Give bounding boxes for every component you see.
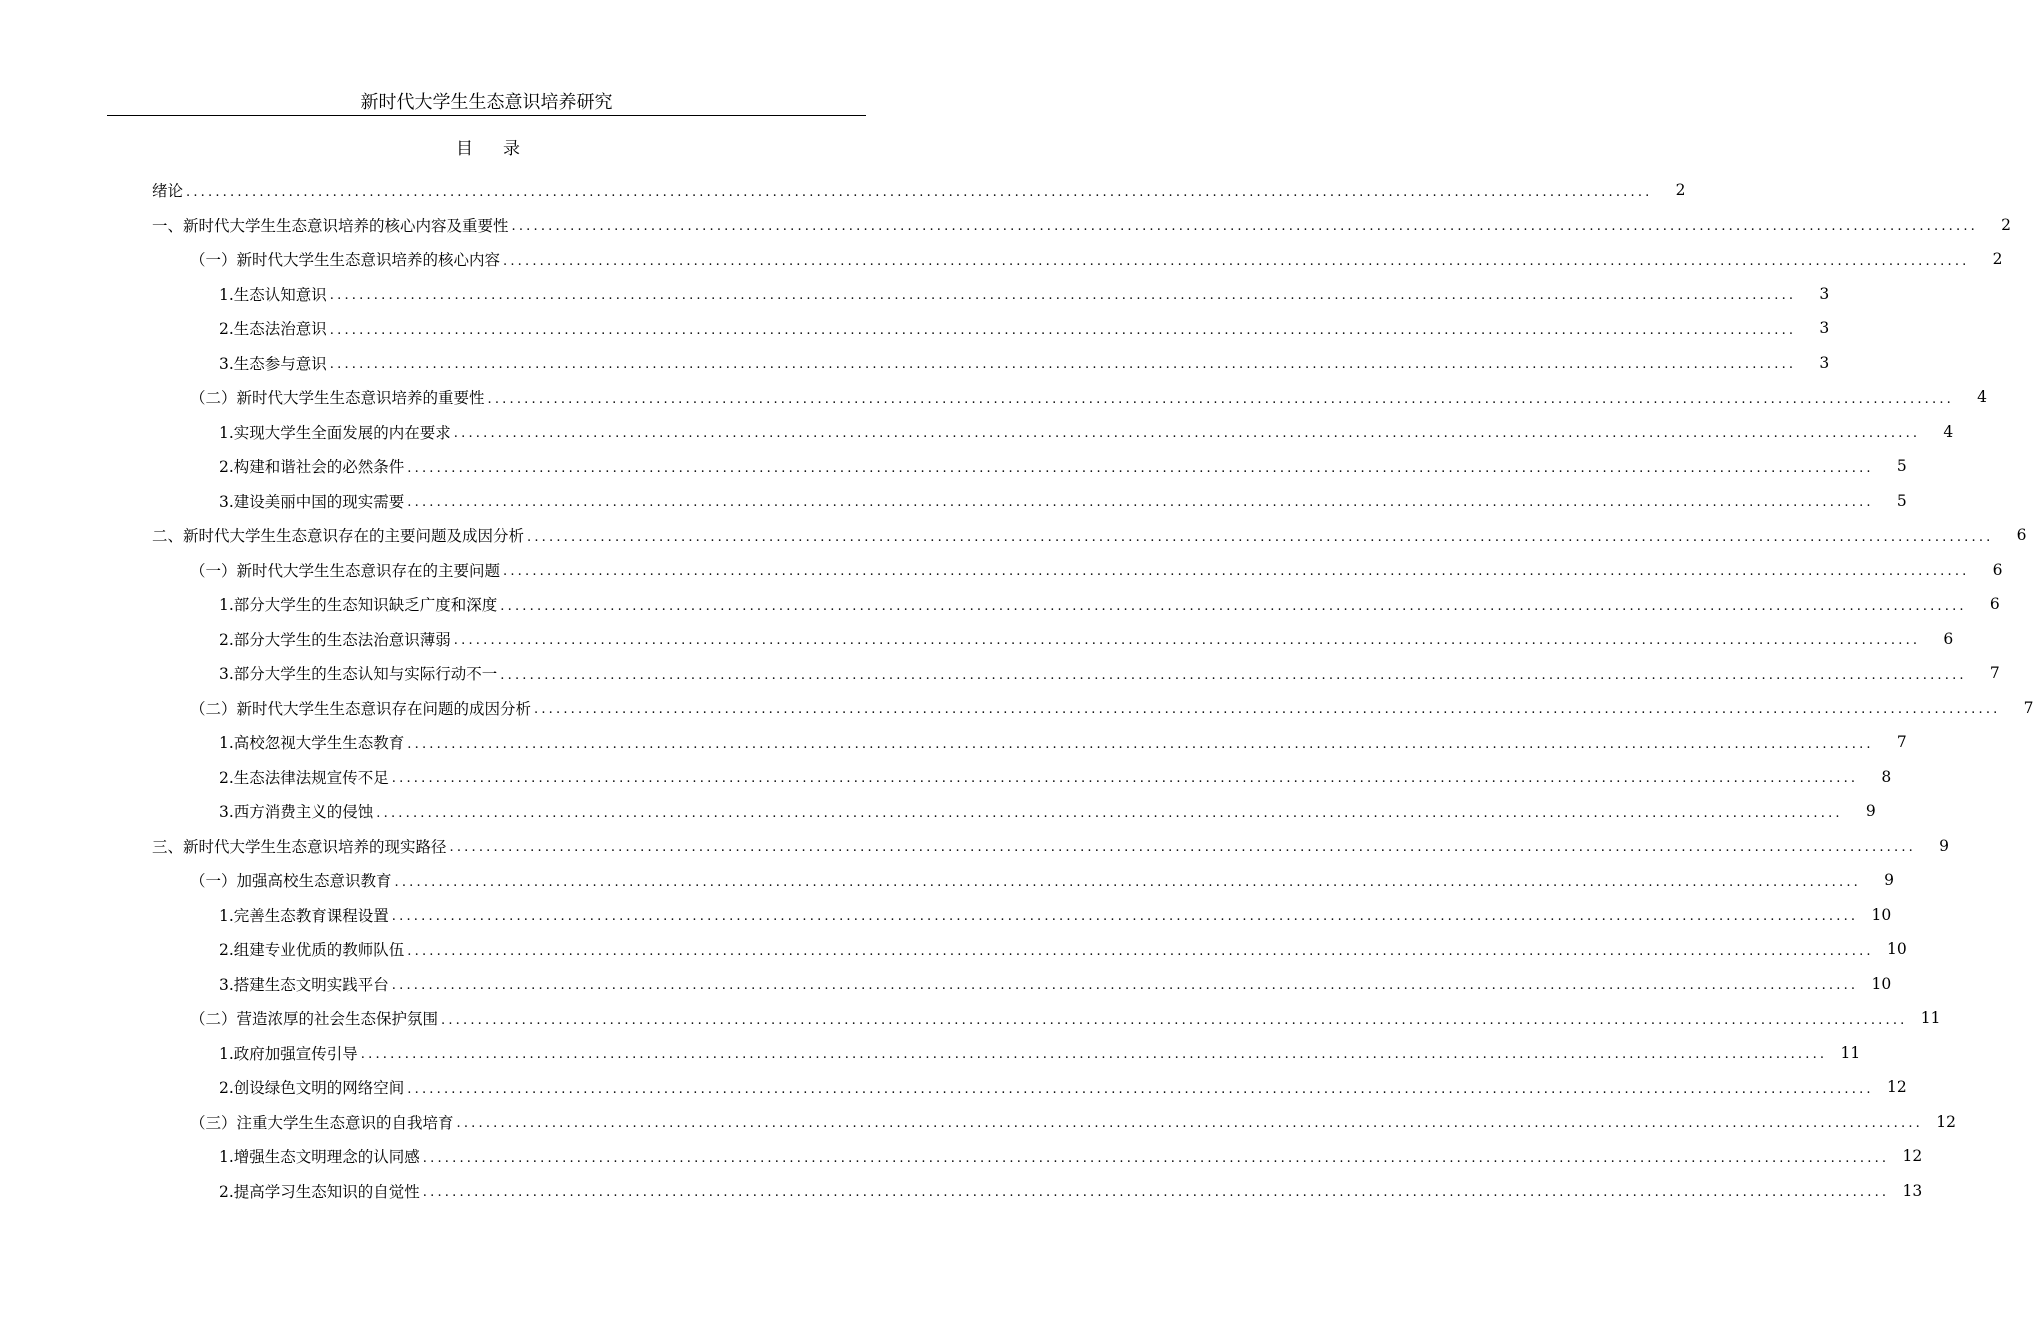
toc-entry[interactable] xyxy=(0,242,2003,277)
toc-entry-title: 1.实现大学生全面发展的内在要求 xyxy=(219,423,451,442)
toc-page-number: 3 xyxy=(1819,319,1830,338)
toc-page-number: 12 xyxy=(1887,1078,1907,1097)
toc-page-number: 7 xyxy=(2023,698,2033,717)
running-header-title: 新时代大学生生态意识培养研究 xyxy=(360,92,613,113)
dot-leader: ........................................................................................................................................................................................................ xyxy=(449,840,1916,856)
dot-leader: ........................................................................................................................................................................................................ xyxy=(503,253,1970,269)
toc-page-number: 5 xyxy=(1896,491,1907,510)
toc-page-number: 10 xyxy=(1887,940,1907,959)
toc-page-number: 8 xyxy=(1881,767,1892,786)
toc-entry-title: 二、新时代大学生生态意识存在的主要问题及成因分析 xyxy=(152,527,525,546)
toc-page-number: 10 xyxy=(1871,974,1892,993)
toc-entry-title: 一、新时代大学生生态意识培养的核心内容及重要性 xyxy=(152,216,509,235)
toc-entry-title: 2.生态法治意识 xyxy=(219,320,327,339)
toc-entry-title: 2.组建专业优质的教师队伍 xyxy=(219,941,405,960)
toc-page-number: 6 xyxy=(1989,595,2000,614)
toc-page-number: 4 xyxy=(1943,422,1954,441)
toc-entry-title: 三、新时代大学生生态意识培养的现实路径 xyxy=(152,837,447,856)
toc-page-number: 11 xyxy=(1840,1043,1861,1062)
toc-page-number: 3 xyxy=(1819,353,1830,372)
toc-entry-title: 1.政府加强宣传引导 xyxy=(219,1044,358,1063)
toc-page-number: 7 xyxy=(1896,733,1907,752)
toc-entry[interactable] xyxy=(0,691,2033,726)
toc-page-number: 13 xyxy=(1902,1181,1923,1200)
toc-entry[interactable] xyxy=(0,656,2000,691)
toc-entry[interactable] xyxy=(0,829,1949,864)
toc-entry-title: 3.西方消费主义的侵蚀 xyxy=(219,803,374,822)
toc-entry-title: （二）营造浓厚的社会生态保护氛围 xyxy=(190,1010,439,1029)
toc-entry[interactable] xyxy=(0,1070,1907,1105)
toc-entry[interactable] xyxy=(0,898,1892,933)
toc-entry[interactable] xyxy=(0,380,1987,415)
toc-entry-title: 1.生态认知意识 xyxy=(219,285,327,304)
toc-page-number: 6 xyxy=(1992,560,2003,579)
dot-leader: ........................................................................................................................................................................................................ xyxy=(407,943,1874,959)
toc-entry-title: （二）新时代大学生生态意识培养的重要性 xyxy=(190,389,485,408)
header-rule xyxy=(107,115,866,116)
toc-entry-title: 2.构建和谐社会的必然条件 xyxy=(219,458,405,477)
dot-leader: ........................................................................................................................................................................................................ xyxy=(407,495,1874,511)
dot-leader: ........................................................................................................................................................................................................ xyxy=(511,219,1978,235)
dot-leader: ........................................................................................................................................................................................................ xyxy=(500,667,1967,683)
toc-entry[interactable] xyxy=(0,173,1686,208)
toc-entry-title: 绪论 xyxy=(152,182,184,201)
toc-entry-title: 1.高校忽视大学生生态教育 xyxy=(219,734,405,753)
dot-leader: ........................................................................................................................................................................................................ xyxy=(441,1012,1908,1028)
toc-entry[interactable] xyxy=(0,346,1830,381)
toc-page-number: 2 xyxy=(2001,215,2011,234)
toc-entry-title: 3.生态参与意识 xyxy=(219,354,327,373)
toc-entry-title: 3.搭建生态文明实践平台 xyxy=(219,975,389,994)
table-of-contents xyxy=(0,173,2033,1208)
toc-entry[interactable] xyxy=(0,1105,1956,1140)
dot-leader: ........................................................................................................................................................................................................ xyxy=(527,529,1994,545)
toc-page-number: 12 xyxy=(1902,1147,1923,1166)
toc-entry-title: （一）加强高校生态意识教育 xyxy=(190,872,392,891)
toc-entry[interactable] xyxy=(0,518,2027,553)
toc-entry[interactable] xyxy=(0,967,1892,1002)
toc-entry-title: （一）新时代大学生生态意识培养的核心内容 xyxy=(190,251,501,270)
dot-leader: ........................................................................................................................................................................................................ xyxy=(360,1047,1828,1063)
toc-entry-title: 2.创设绿色文明的网络空间 xyxy=(219,1079,405,1098)
toc-page-number: 11 xyxy=(1920,1009,1941,1028)
toc-entry[interactable] xyxy=(0,1001,1941,1036)
toc-page-number: 2 xyxy=(1675,181,1686,200)
dot-leader: ........................................................................................................................................................................................................ xyxy=(329,357,1797,373)
toc-entry-title: 1.增强生态文明理念的认同感 xyxy=(219,1148,420,1167)
toc-title: 目录 xyxy=(456,139,550,159)
dot-leader: ........................................................................................................................................................................................................ xyxy=(407,460,1874,476)
toc-entry[interactable] xyxy=(0,277,1830,312)
toc-entry[interactable] xyxy=(0,415,1954,450)
dot-leader: ........................................................................................................................................................................................................ xyxy=(487,391,1954,407)
toc-entry[interactable] xyxy=(0,760,1892,795)
toc-entry[interactable] xyxy=(0,311,1830,346)
toc-entry-title: 2.部分大学生的生态法治意识薄弱 xyxy=(219,630,451,649)
dot-leader: ........................................................................................................................................................................................................ xyxy=(376,805,1843,821)
dot-leader: ........................................................................................................................................................................................................ xyxy=(422,1150,1890,1166)
toc-page-number: 9 xyxy=(1939,836,1949,855)
dot-leader: ........................................................................................................................................................................................................ xyxy=(329,322,1797,338)
dot-leader: ........................................................................................................................................................................................................ xyxy=(391,771,1859,787)
toc-page-number: 5 xyxy=(1896,457,1907,476)
toc-entry[interactable] xyxy=(0,1139,1923,1174)
toc-entry[interactable] xyxy=(0,1036,1861,1071)
toc-entry[interactable] xyxy=(0,208,2011,243)
toc-entry-title: （三）注重大学生生态意识的自我培育 xyxy=(190,1113,454,1132)
dot-leader: ........................................................................................................................................................................................................ xyxy=(391,909,1859,925)
toc-entry[interactable] xyxy=(0,622,1954,657)
dot-leader: ........................................................................................................................................................................................................ xyxy=(503,564,1970,580)
dot-leader: ........................................................................................................................................................................................................ xyxy=(534,702,2001,718)
dot-leader: ........................................................................................................................................................................................................ xyxy=(391,978,1859,994)
toc-page-number: 9 xyxy=(1865,802,1876,821)
dot-leader: ........................................................................................................................................................................................................ xyxy=(422,1185,1890,1201)
toc-entry[interactable] xyxy=(0,863,1894,898)
dot-leader: ........................................................................................................................................................................................................ xyxy=(329,288,1797,304)
toc-entry[interactable] xyxy=(0,449,1907,484)
dot-leader: ........................................................................................................................................................................................................ xyxy=(500,598,1967,614)
dot-leader: ........................................................................................................................................................................................................ xyxy=(456,1116,1923,1132)
toc-entry[interactable] xyxy=(0,725,1907,760)
toc-entry[interactable] xyxy=(0,1174,1923,1209)
dot-leader: ........................................................................................................................................................................................................ xyxy=(407,736,1874,752)
dot-leader: ........................................................................................................................................................................................................ xyxy=(394,874,1861,890)
toc-entry-title: （二）新时代大学生生态意识存在问题的成因分析 xyxy=(190,699,532,718)
toc-entry[interactable] xyxy=(0,794,1876,829)
toc-entry-title: 3.建设美丽中国的现实需要 xyxy=(219,492,405,511)
toc-entry[interactable] xyxy=(0,932,1907,967)
toc-entry[interactable] xyxy=(0,553,2003,588)
toc-entry-title: （一）新时代大学生生态意识存在的主要问题 xyxy=(190,561,501,580)
toc-page-number: 3 xyxy=(1819,284,1830,303)
toc-page-number: 4 xyxy=(1977,388,1987,407)
toc-entry-title: 1.部分大学生的生态知识缺乏广度和深度 xyxy=(219,596,498,615)
toc-entry[interactable] xyxy=(0,484,1907,519)
toc-entry-title: 2.提高学习生态知识的自觉性 xyxy=(219,1182,420,1201)
toc-page-number: 6 xyxy=(1943,629,1954,648)
toc-entry-title: 2.生态法律法规宣传不足 xyxy=(219,768,389,787)
toc-entry[interactable] xyxy=(0,587,2000,622)
toc-page-number: 10 xyxy=(1871,905,1892,924)
toc-entry-title: 1.完善生态教育课程设置 xyxy=(219,906,389,925)
toc-page-number: 9 xyxy=(1884,871,1894,890)
toc-page-number: 7 xyxy=(1989,664,2000,683)
dot-leader: ........................................................................................................................................................................................................ xyxy=(453,633,1921,649)
toc-page-number: 6 xyxy=(2016,526,2027,545)
dot-leader: ........................................................................................................................................................................................................ xyxy=(186,184,1653,200)
dot-leader: ........................................................................................................................................................................................................ xyxy=(407,1081,1874,1097)
dot-leader: ........................................................................................................................................................................................................ xyxy=(453,426,1921,442)
toc-page-number: 12 xyxy=(1936,1112,1956,1131)
toc-entry-title: 3.部分大学生的生态认知与实际行动不一 xyxy=(219,665,498,684)
toc-page-number: 2 xyxy=(1992,250,2003,269)
